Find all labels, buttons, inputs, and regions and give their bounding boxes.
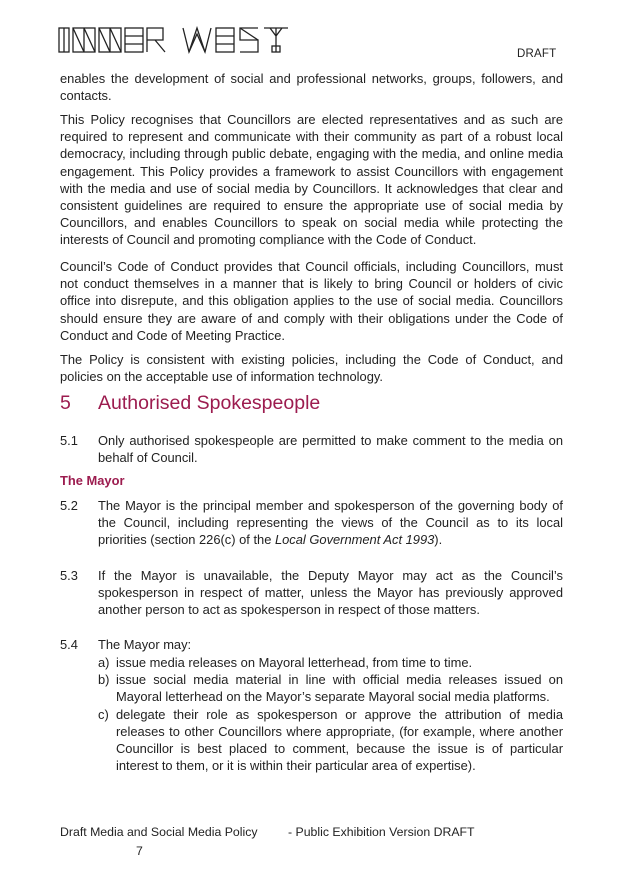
inner-west-logo: [58, 26, 296, 59]
clause-number: 5.4: [60, 637, 78, 652]
footer-document-title: Draft Media and Social Media Policy: [60, 825, 258, 839]
list-item-label: a): [98, 655, 110, 670]
clause-5-4: [60, 636, 563, 653]
list-item-text: issue social media material in line with official media releases issued on Mayoral letterhead on the Mayor’s separate Mayoral social media platforms.: [116, 672, 563, 705]
list-item-label: b): [98, 672, 110, 688]
section-number: 5: [60, 392, 71, 414]
list-item: [98, 671, 563, 705]
paragraph-consistency: The Policy is consistent with existing policies, including the Code of Conduct, and policies on the acceptable use of information technology.: [60, 352, 563, 385]
list-item: [98, 654, 563, 671]
act-title: Local Government Act 1993: [274, 532, 435, 548]
paragraph-intro: enables the development of social and professional networks, groups, followers, and contacts.: [60, 71, 563, 104]
paragraph-code-of-conduct: Council’s Code of Conduct provides that Council officials, including Councillors, must not conduct themselves in a manner that is likely to bring Council or holders of civic office into disrepute, and this obligation applies to the use of social media. Councillors should ensure they are aware of and comply with their obligations under the Code of Conduct and Code of Meeting Practice.: [60, 259, 563, 343]
clause-number: 5.3: [60, 568, 78, 583]
list-item-text: delegate their role as spokesperson or approve the attribution of media releases to other Councillors where appropriate, (for example, where another Councillor is best placed to comment, because the issue is of particular interest to them, or it is within their particular area of expertise).: [116, 706, 563, 774]
clause-text: Only authorised spokespeople are permitted to make comment to the media on behalf of Council.: [98, 433, 563, 466]
clause-text-start: The Mayor is the principal member and spokesperson of the governing body of the Council, including representing the views of the Council as to its local priorities (section 226(c) of the: [98, 498, 563, 548]
list-item: [98, 706, 563, 775]
clause-text: The Mayor may:: [98, 637, 192, 652]
paragraph-policy-recognition: This Policy recognises that Councillors are elected representatives and as such are required to represent and communicate with their community as part of a robust local democracy, including through public debate, engaging with the media, and online media engagement. This Policy provides a framework to assist Councillors with engagement with the media and use of social media by Councillors. It acknowledges that clear and consistent guidelines are required to ensure the appropriate use of social media by Councillors, and enables Councillors to speak on social media while protecting the interests of Council and promoting compliance with the Code of Conduct.: [60, 112, 563, 248]
clause-5-3: [60, 567, 563, 619]
clause-5-2: [60, 497, 563, 549]
draft-label: DRAFT: [517, 48, 557, 60]
mayor-powers-list: [98, 654, 563, 774]
clause-text-end: ).: [434, 532, 443, 548]
clause-text: [98, 497, 563, 549]
clause-number: 5.1: [60, 433, 78, 448]
page-number: 7: [136, 844, 143, 858]
clause-5-1: [60, 432, 563, 466]
section-heading: [60, 392, 320, 415]
list-item-text: issue media releases on Mayoral letterhead, from time to time.: [116, 655, 473, 670]
clause-text: If the Mayor is unavailable, the Deputy Mayor may act as the Council’s spokesperson in respect of matter, unless the Mayor has previously approved another person to act as spokesperson in respect of those matters.: [98, 568, 563, 618]
footer-version: - Public Exhibition Version DRAFT: [288, 825, 475, 839]
section-title: Authorised Spokespeople: [98, 392, 321, 414]
list-item-label: c): [98, 706, 109, 722]
clause-number: 5.2: [60, 498, 78, 513]
subheading-the-mayor: The Mayor: [60, 473, 125, 488]
